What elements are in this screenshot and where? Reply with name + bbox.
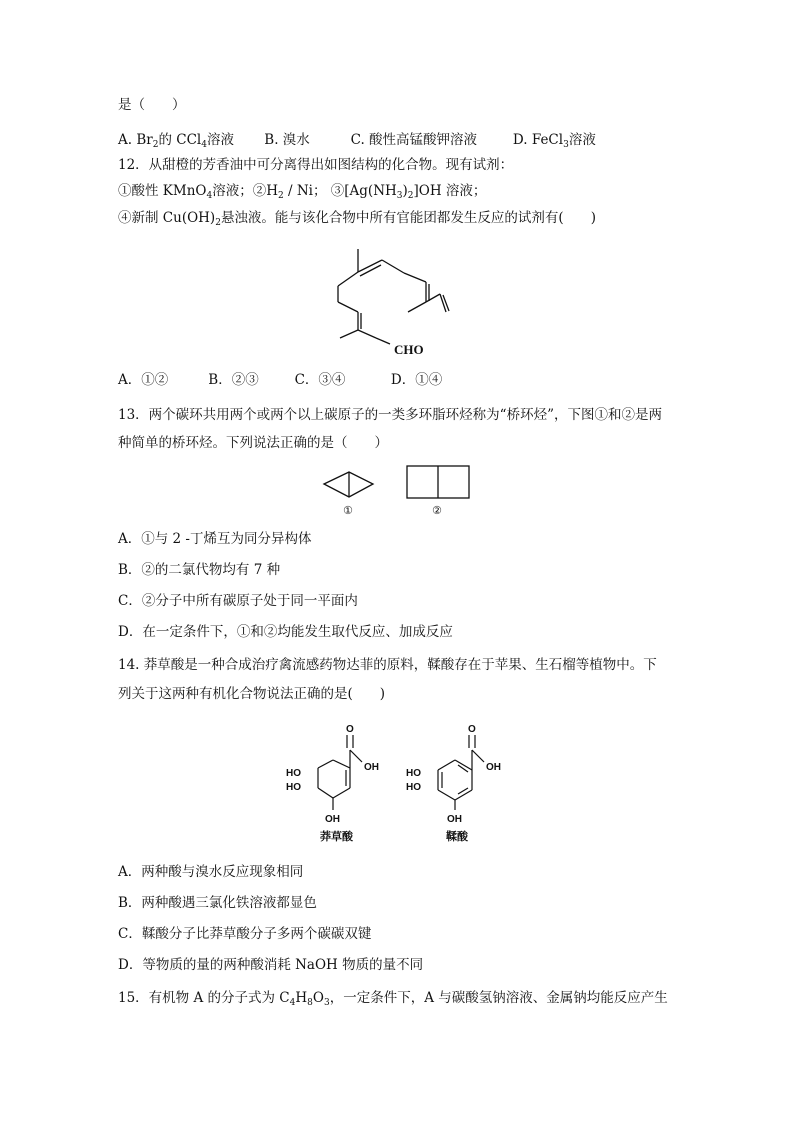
carbonyl-o-label: O [346, 724, 354, 735]
q12-option-b: B．②③ [208, 372, 259, 388]
bond [443, 295, 449, 311]
shikimic-acid-ring [318, 735, 362, 810]
q13-option-d: D．在一定条件下，①和②均能发生取代反应、加成反应 [118, 624, 453, 640]
q13-option-a: A．①与 2 -丁烯互为同分异构体 [118, 531, 312, 547]
bond [340, 330, 358, 338]
q15-stem: 15．有机物 A 的分子式为 $C_4H_8O_3$，一定条件下，A 与碳酸氢钠溶液、金属钠均能反应产生 [118, 990, 668, 1008]
q13-bridged-rings-diagram [318, 462, 478, 518]
q12-reagents-2: ④新制 $Cu(OH)_2$悬浊液。能与该化合物中所有官能团都发生反应的试剂有( ) [118, 210, 596, 228]
bond [376, 338, 390, 344]
q14-stem-2: 列关于这两种有机化合物说法正确的是( ) [118, 686, 386, 702]
q14-option-c: C．鞣酸分子比莽草酸分子多两个碳碳双键 [118, 926, 372, 942]
oh-label: OH [325, 814, 340, 825]
bond [404, 273, 426, 282]
q13-option-b: B．②的二氯代物均有 7 种 [118, 562, 281, 578]
gallic-acid-ring [438, 735, 484, 810]
ho-label: HO [406, 782, 421, 793]
q13-option-c: C．②分子中所有碳原子处于同一平面内 [118, 593, 358, 609]
q12-stem: 12．从甜橙的芳香油中可分离得出如图结构的化合物。现有试剂： [118, 157, 514, 173]
ho-label: HO [286, 782, 301, 793]
q11-options [118, 131, 596, 149]
ho-label: HO [286, 768, 301, 779]
q14-option-d: D．等物质的量的两种酸消耗 NaOH 物质的量不同 [118, 957, 424, 973]
q12-structure-diagram [320, 240, 460, 360]
ho-label: HO [406, 768, 421, 779]
q14-option-b: B．两种酸遇三氯化铁溶液都显色 [118, 895, 317, 911]
bond [338, 272, 358, 286]
oh-label: OH [447, 814, 462, 825]
shikimic-acid-name: 莽草酸 [320, 831, 353, 843]
q14-option-a: A．两种酸与溴水反应现象相同 [118, 864, 304, 880]
q12-reagents-1: ①酸性 KMnO$_4$溶液；$②H_2$ / Ni； $③[Ag(NH_3)_2]OH$ 溶液； [118, 183, 487, 201]
carbonyl-o-label: O [468, 724, 476, 735]
q12-option-d: D．①④ [390, 372, 443, 388]
acid-oh-label: OH [364, 762, 379, 773]
q11-option-c: C. 酸性高锰酸钾溶液 [350, 132, 478, 148]
bond [360, 265, 381, 276]
q13-stem-1: 13．两个碳环共用两个或两个以上碳原子的一类多环脂环烃称为“桥环烃”，下图①和②是两 [118, 407, 662, 423]
q12-options [118, 371, 442, 389]
bond [426, 294, 440, 302]
q14-stem-1: 14. 莽草酸是一种合成治疗禽流感药物达菲的原料，鞣酸存在于苹果、生石榴等植物中。下 [118, 657, 657, 673]
cho-label: CHO [394, 342, 424, 357]
bond [408, 302, 426, 312]
bond [382, 260, 404, 273]
bond [358, 330, 376, 338]
bond [338, 302, 358, 312]
q13-stem-2: 种简单的桥环烃。下列说法正确的是（ ） [118, 435, 388, 451]
q11-option-a: A. $Br_2$的 CCl$_4$溶液 [118, 132, 234, 150]
q11-option-d: D. FeCl$_3$溶液 [512, 132, 596, 150]
gallic-acid-name: 鞣酸 [446, 831, 468, 843]
q14-structures-diagram [280, 722, 520, 848]
q11-option-b: B. 溴水 [264, 132, 310, 148]
label-1: ① [343, 504, 353, 517]
q12-option-a: A．①② [118, 372, 169, 388]
acid-oh-label: OH [486, 762, 501, 773]
q12-option-c: C．③④ [294, 372, 346, 388]
q11-stem-tail: 是（ ） [118, 97, 186, 113]
label-2: ② [432, 504, 442, 517]
